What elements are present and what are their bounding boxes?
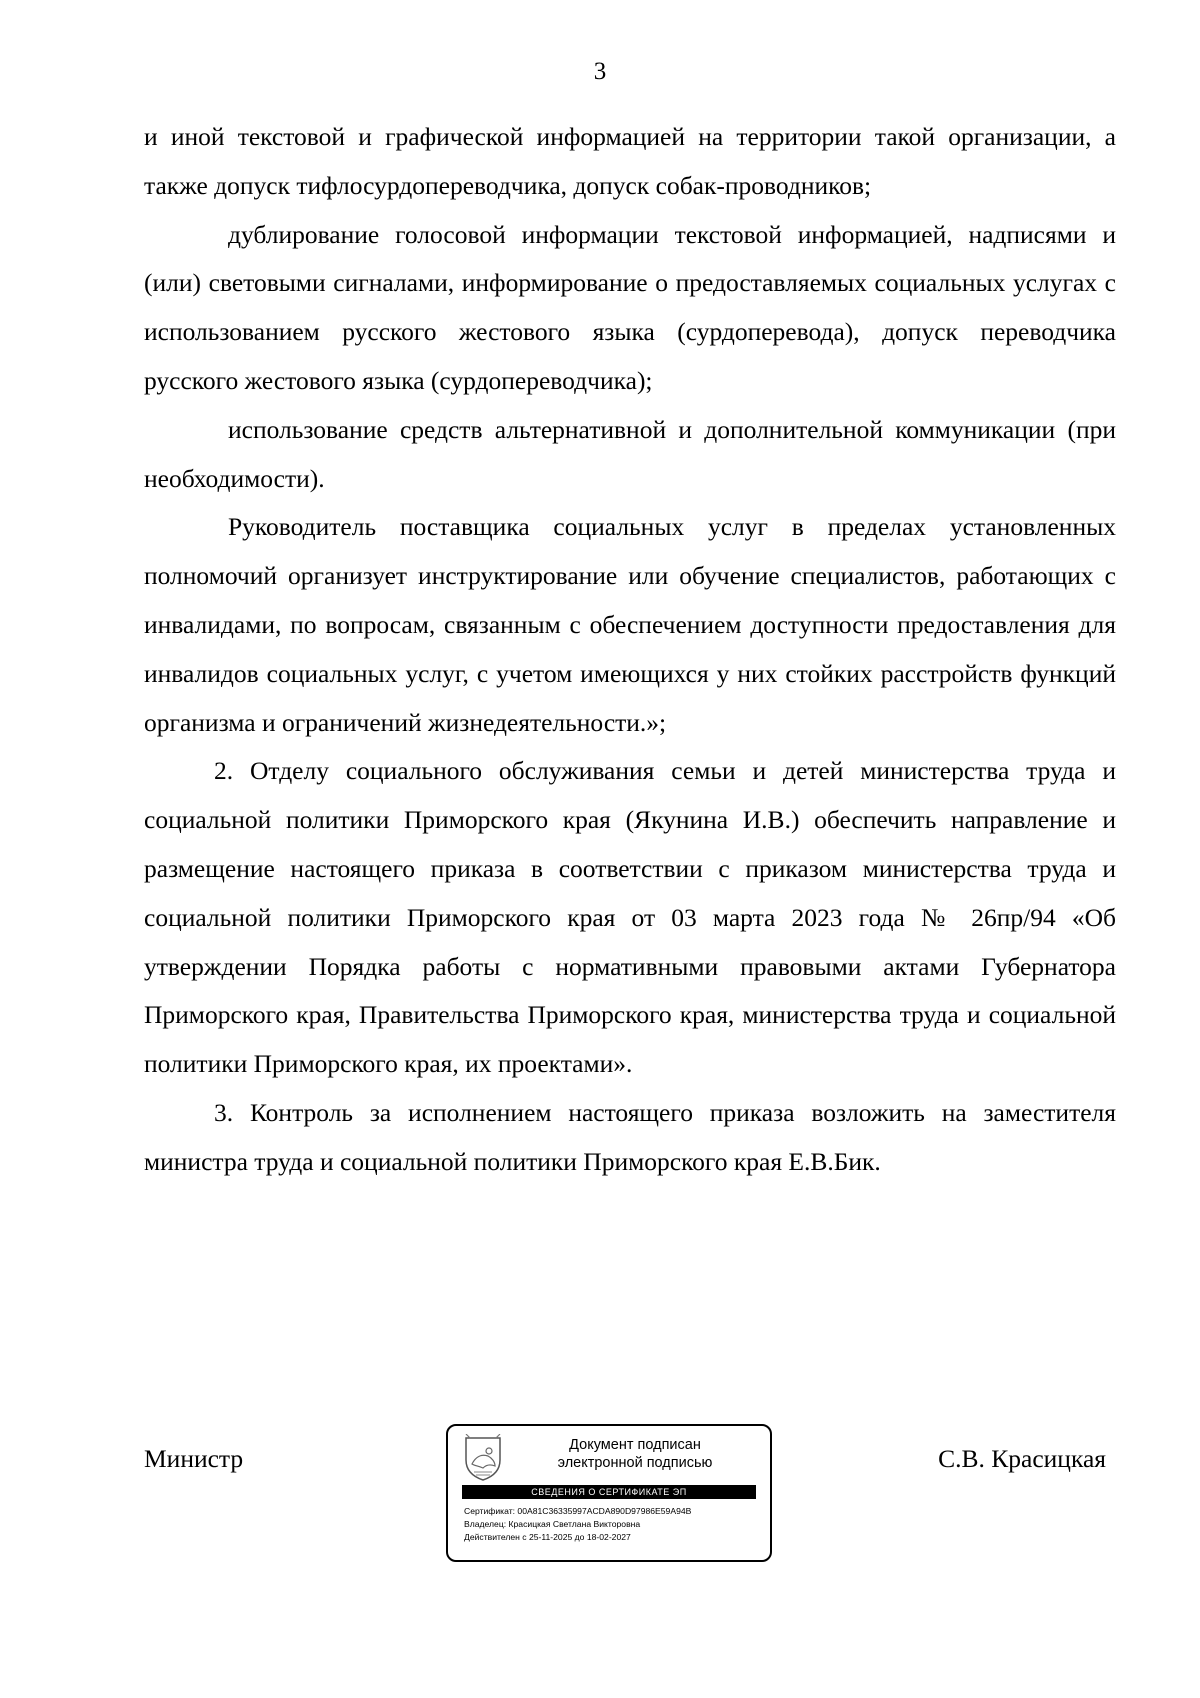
stamp-validity: Действителен с 25-11-2025 до 18-02-2027 <box>464 1532 631 1542</box>
paragraph-5: 2. Отделу социального обслуживания семьи и детей министерства труда и социальной политики Приморского края (Якунина И.В.) обеспечить направление и размещение настоящего приказа в соответствии с приказом министерства труда и социальной политики Приморского края от 03 марта 2023 года № 26пр/94 «Об утверждении Порядка работы с нормативными правовыми актами Губернатора Приморского края, Правительства Приморского края, министерства труда и социальной политики Приморского края, их проектами». <box>144 756 1116 1079</box>
stamp-title <box>510 1436 760 1472</box>
electronic-signature-stamp <box>446 1424 772 1562</box>
stamp-certificate-header: СВЕДЕНИЯ О СЕРТИФИКАТЕ ЭП <box>462 1485 756 1499</box>
stamp-certificate-details <box>464 1505 764 1544</box>
paragraph-6: 3. Контроль за исполнением настоящего приказа возложить на заместителя министра труда и социальной политики Приморского края Е.В.Бик. <box>144 1097 1116 1176</box>
document-body <box>144 113 1116 1187</box>
paragraph-3: использование средств альтернативной и дополнительной коммуникации (при необходимости). <box>144 414 1116 493</box>
coat-of-arms-icon <box>462 1434 504 1482</box>
paragraph-2: дублирование голосовой информации текстовой информацией, надписями и (или) световыми сигналами, информирование о предоставляемых социальных услугах с использованием русского жестового языка (сурдоперевода), допуск переводчика русского жестового языка (сурдопереводчика); <box>144 219 1116 395</box>
stamp-certificate-number: Сертификат: 00A81C36335997ACDA890D97986E59A94B <box>464 1506 692 1516</box>
signatory-position: Министр <box>144 1444 244 1473</box>
signatory-name: С.В. Красицкая <box>938 1444 1106 1473</box>
stamp-owner: Владелец: Красицкая Светлана Викторовна <box>464 1519 641 1529</box>
paragraph-4: Руководитель поставщика социальных услуг в пределах установленных полномочий организует инструктирование или обучение специалистов, работающих с инвалидами, по вопросам, связанным с обеспечением доступности предоставления для инвалидов социальных услуг, с учетом имеющихся у них стойких расстройств функций организма и ограничений жизнедеятельности.»; <box>144 512 1116 737</box>
paragraph-1: и иной текстовой и графической информацией на территории такой организации, а также допуск тифлосурдопереводчика, допуск собак-проводников; <box>144 122 1116 200</box>
page-number: 3 <box>593 58 607 85</box>
stamp-title-line-2: электронной подписью <box>557 1455 713 1471</box>
stamp-title-line-1: Документ подписан <box>569 1437 701 1453</box>
